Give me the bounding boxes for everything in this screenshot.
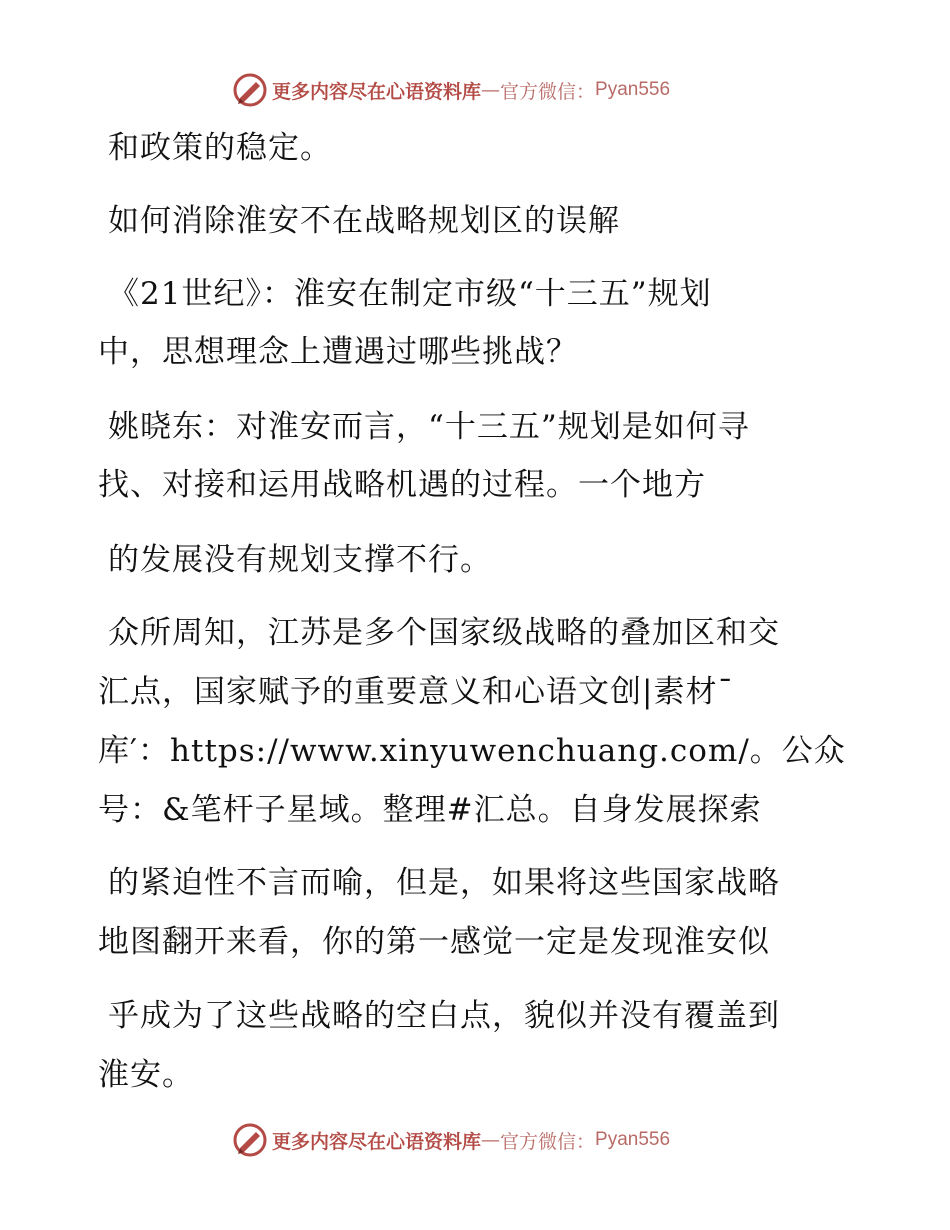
body-line: 地图翻开来看，你的第一感觉一定是发现淮安似 (98, 924, 770, 960)
body-line: 乎成为了这些战略的空白点，貌似并没有覆盖到 (108, 998, 780, 1034)
body-line: 的发展没有规划支撑不行。 (108, 542, 492, 578)
banner-wechat-handle: Pyan556 (595, 79, 671, 100)
banner-main-text: 更多内容尽在心语资料库 (272, 1130, 482, 1153)
banner-dash: — (481, 1129, 501, 1151)
body-line: 汇点，国家赋予的重要意义和心语文创|素材¯ (98, 674, 734, 710)
body-line: 《21世纪》：淮安在制定市级“十三五”规划 (108, 276, 712, 312)
pen-logo-icon (232, 1122, 268, 1158)
body-line: 的紧迫性不言而喻，但是，如果将这些国家战略 (108, 865, 780, 901)
banner-wechat-handle: Pyan556 (595, 1129, 671, 1150)
body-line: 和政策的稳定。 (108, 130, 332, 166)
footer-banner (232, 1120, 752, 1160)
body-line: 姚晓东：对淮安而言，“十三五”规划是如何寻 (108, 409, 750, 445)
body-line: 找、对接和运用战略机遇的过程。一个地方 (98, 467, 706, 503)
banner-main-text: 更多内容尽在心语资料库 (272, 80, 482, 103)
section-heading: 如何消除淮安不在战略规划区的误解 (108, 203, 620, 239)
body-line: 众所周知，江苏是多个国家级战略的叠加区和交 (108, 615, 780, 651)
body-line: 号：&笔杆子星域。整理#汇总。自身发展探索 (98, 792, 762, 828)
body-line-url: 库′：https://www.xinyuwenchuang.com/。公众 (98, 733, 846, 769)
body-line: 淮安。 (98, 1057, 194, 1093)
body-line: 中，思想理念上遭遇过哪些挑战？ (98, 334, 578, 370)
banner-dash: — (481, 79, 501, 101)
banner-official-label: 官方微信： (500, 1130, 596, 1153)
banner-official-label: 官方微信： (500, 80, 596, 103)
